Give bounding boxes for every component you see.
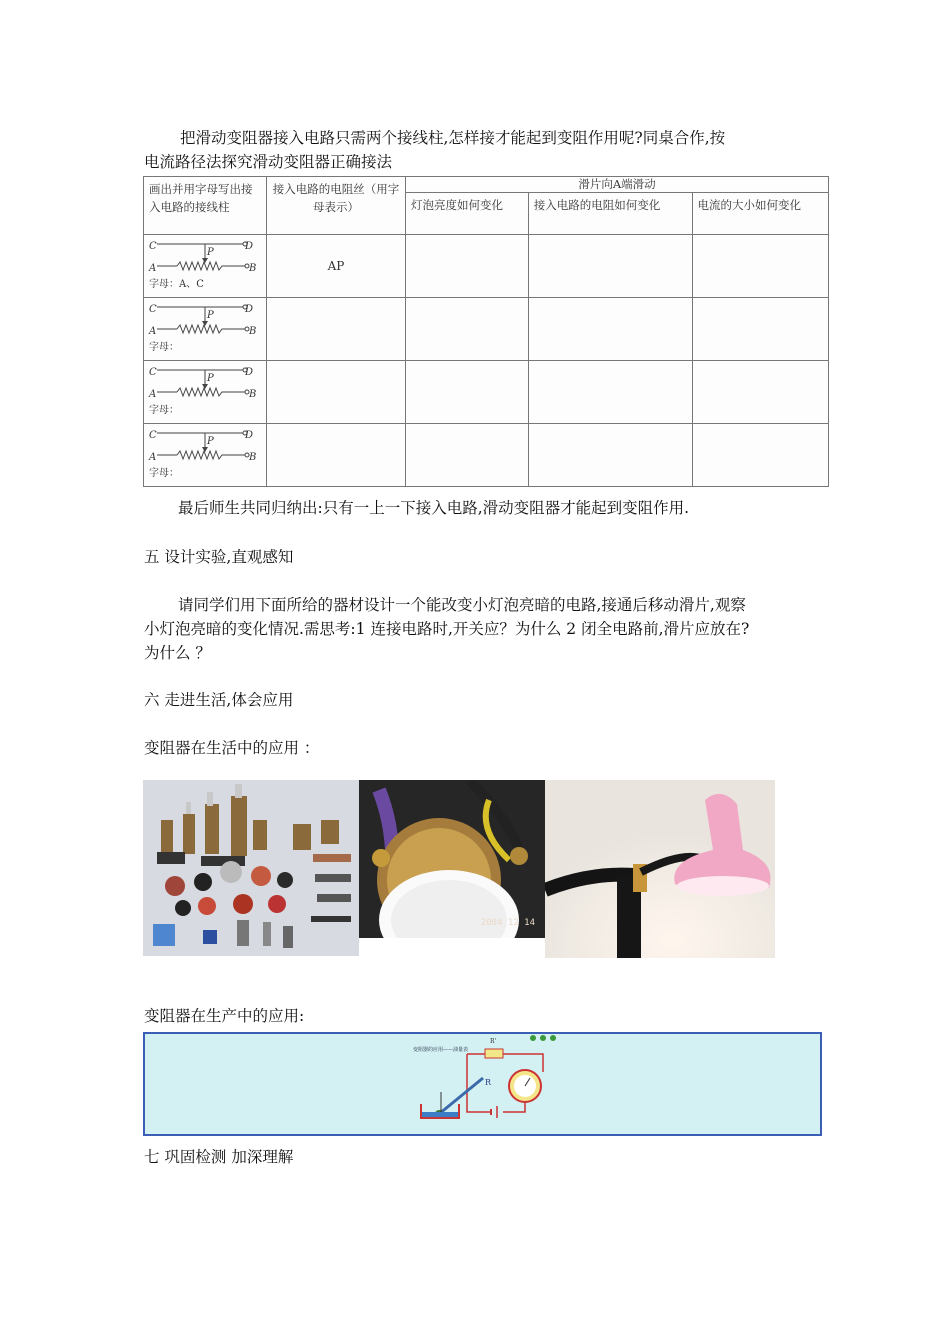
table-row [144,361,829,424]
section5-line-2: 小灯泡亮暗的变化情况.需思考:1 连接电路时,开关应？为什么 2 闭全电路前,滑片应放在? [144,620,750,638]
oil-gauge-circuit [145,1034,820,1134]
row-letters: 字母： [149,468,179,479]
col2-header: 接入电路的电阻丝（用字母表示） [267,177,406,235]
potentiometers-photo [143,780,359,956]
row-letters: 字母：A、C [149,279,204,290]
rotary-knob-illustration [359,780,545,938]
slider-p: P [207,436,214,447]
table-row [144,235,829,298]
row-letters: 字母： [149,405,179,416]
row-wire [267,424,406,487]
section5-line-3: 为什么 ？ [144,644,211,662]
terminal-b: B [249,452,257,463]
diagram-label-r: R [485,1078,492,1087]
rheostat-diagram [149,364,261,420]
production-application-label: 变阻器在生产中的应用: [144,1007,305,1025]
terminal-c: C [149,367,157,378]
row-wire [267,298,406,361]
group-header: 滑片向A端滑动 [406,177,829,193]
sub-header-resistance: 接入电路的电阻如何变化 [528,193,692,235]
terminal-d: D [245,367,254,378]
oil-gauge-diagram [143,1032,822,1136]
terminal-a: A [149,389,157,400]
slider-p: P [207,310,214,321]
photo-date-stamp: 2004 12 14 [480,918,535,928]
sub-header-brightness: 灯泡亮度如何变化 [406,193,529,235]
slider-p: P [207,247,214,258]
table-row [144,298,829,361]
terminal-d: D [245,430,254,441]
intro-line-2: 电流路径法探究滑动变阻器正确接法 [144,153,393,171]
row-wire: AP [267,235,406,298]
rheostat-diagram [149,238,261,294]
rheostat-diagram [149,301,261,357]
section5-paragraph [144,593,749,665]
intro-line-1: 把滑动变阻器接入电路只需两个接线柱,怎样接才能起到变阻作用呢?同桌合作,按 [180,129,726,147]
desk-lamp-photo [545,780,775,958]
col1-header: 画出并用字母写出接入电路的接线柱 [144,177,267,235]
terminal-d: D [245,241,254,252]
desk-lamp-illustration [545,780,775,958]
section6-heading: 六 走进生活,体会应用 [144,691,294,709]
terminal-d: D [245,304,254,315]
row-letters: 字母： [149,342,179,353]
intro-paragraph [144,126,725,174]
terminal-c: C [149,241,157,252]
life-application-label: 变阻器在生活中的应用 ： [144,739,320,757]
rheostat-diagram [149,427,261,483]
potentiometers-illustration [143,780,359,956]
section5-heading: 五 设计实验,直观感知 [144,548,294,566]
terminal-b: B [249,389,257,400]
table-row [144,424,829,487]
terminal-c: C [149,304,157,315]
conclusion-text: 最后师生共同归纳出:只有一上一下接入电路,滑动变阻器才能起到变阻作用. [178,499,690,517]
rotary-knob-photo [359,780,545,938]
terminal-b: B [249,326,257,337]
terminal-a: A [149,326,157,337]
terminal-b: B [249,263,257,274]
section5-line-1: 请同学们用下面所给的器材设计一个能改变小灯泡亮暗的电路,接通后移动滑片,观察 [178,596,746,614]
diagram-label-r-prime: R' [490,1038,497,1045]
slider-p: P [207,373,214,384]
row-wire [267,361,406,424]
section7-heading: 七 巩固检测 加深理解 [144,1148,294,1166]
terminal-a: A [149,263,157,274]
diagram-title: 变阻器的应用——油量表 [413,1047,469,1053]
terminal-a: A [149,452,157,463]
sub-header-current: 电流的大小如何变化 [692,193,828,235]
terminal-c: C [149,430,157,441]
experiment-table [143,176,829,487]
